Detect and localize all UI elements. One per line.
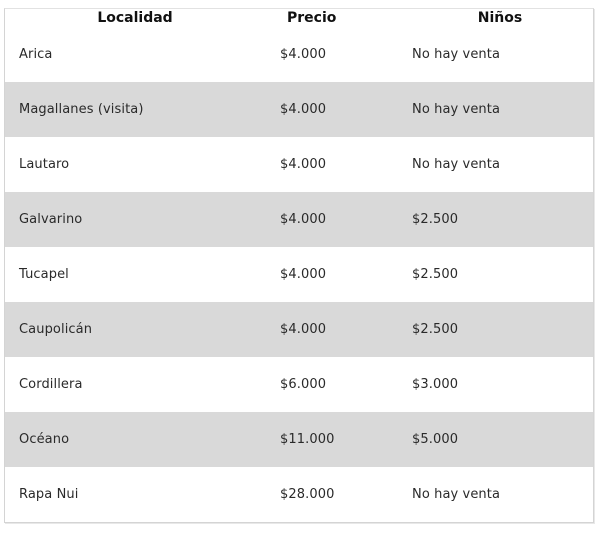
cell-precio: $4.000 [280, 47, 327, 62]
cell-localidad: Magallanes (visita) [5, 82, 265, 137]
cell-ninos: $2.500 [397, 192, 593, 247]
cell-ninos: No hay venta [412, 487, 501, 502]
cell-localidad: Océano [5, 412, 265, 467]
cell-precio: $4.000 [265, 302, 397, 357]
cell-ninos: No hay venta [412, 157, 501, 172]
cell-precio: $4.000 [265, 82, 397, 137]
table-row [5, 412, 593, 467]
cell-precio: $28.000 [280, 487, 335, 502]
cell-localidad: Rapa Nui [19, 487, 79, 502]
table-row [5, 137, 593, 192]
cell-ninos: $3.000 [412, 377, 459, 392]
table-row [5, 357, 593, 412]
cell-localidad: Tucapel [19, 267, 69, 282]
cell-ninos: No hay venta [412, 47, 501, 62]
cell-ninos: $5.000 [397, 412, 593, 467]
table-row [5, 192, 593, 247]
cell-ninos: $2.500 [412, 267, 459, 282]
table-header [5, 9, 593, 27]
cell-ninos: No hay venta [397, 82, 593, 137]
cell-localidad: Cordillera [19, 377, 83, 392]
cell-precio: $6.000 [280, 377, 327, 392]
cell-localidad: Galvarino [5, 192, 265, 247]
cell-precio: $11.000 [265, 412, 397, 467]
cell-precio: $4.000 [280, 157, 327, 172]
table-row [5, 27, 593, 82]
price-table-container [4, 8, 594, 523]
cell-localidad: Caupolicán [5, 302, 265, 357]
cell-precio: $4.000 [265, 192, 397, 247]
cell-localidad: Arica [19, 47, 53, 62]
table-body [5, 27, 593, 522]
header-localidad: Localidad [97, 10, 173, 26]
table-row [5, 82, 593, 137]
table-row [5, 467, 593, 522]
header-row [5, 9, 593, 27]
cell-localidad: Lautaro [19, 157, 70, 172]
price-table [5, 9, 593, 522]
cell-ninos: $2.500 [397, 302, 593, 357]
table-row [5, 302, 593, 357]
header-precio: Precio [287, 10, 337, 26]
cell-precio: $4.000 [280, 267, 327, 282]
table-row [5, 247, 593, 302]
header-ninos: Niños [477, 10, 523, 26]
